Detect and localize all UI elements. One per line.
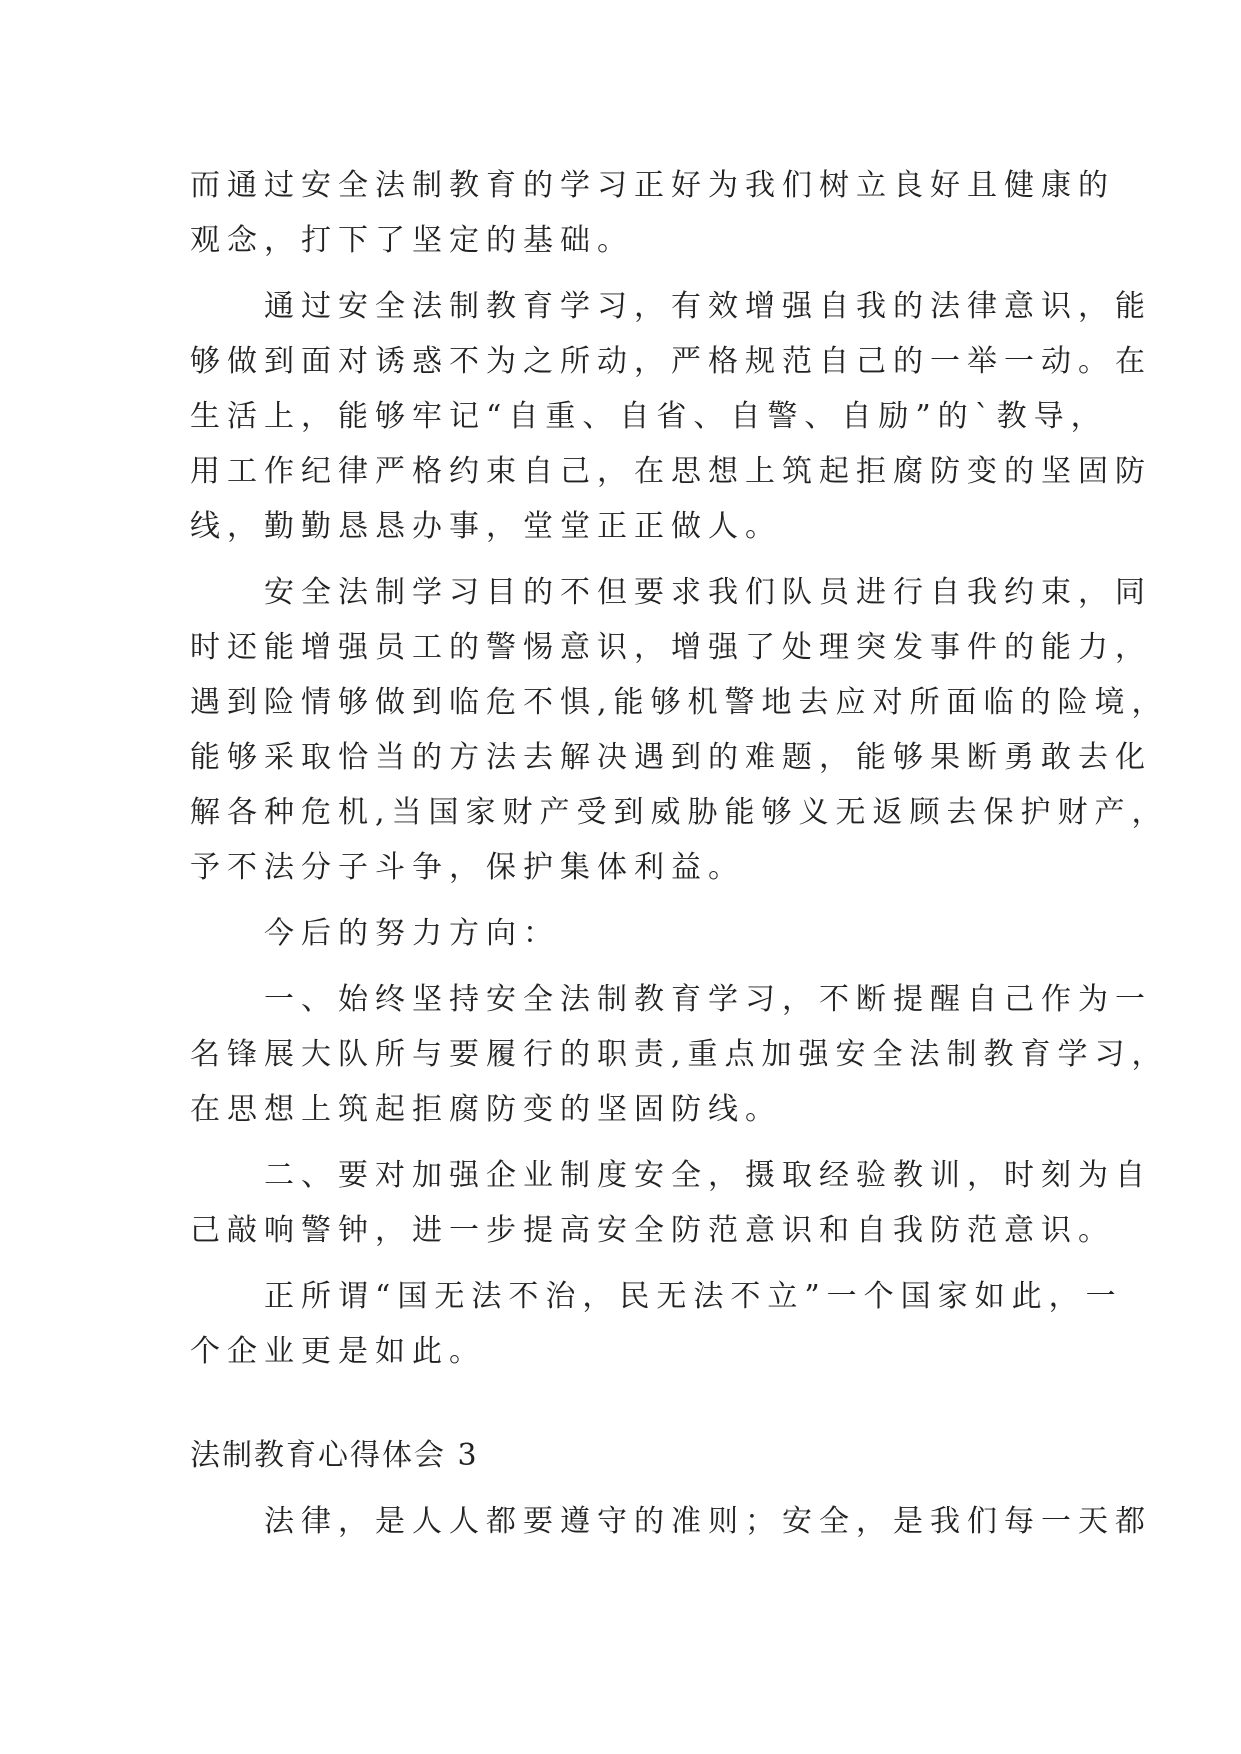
text-line: 今后的努力方向：	[190, 916, 560, 951]
text-line: 正所谓“国无法不治，民无法不立”一个国家如此，一	[190, 1279, 1123, 1314]
text-line: 线，勤勤恳恳办事，堂堂正正做人。	[190, 509, 782, 544]
text-line: 通过安全法制教育学习，有效增强自我的法律意识，能	[190, 289, 1152, 324]
text-line: 二、要对加强企业制度安全，摄取经验教训，时刻为自	[190, 1158, 1152, 1193]
text-line: 在思想上筑起拒腐防变的坚固防线。	[190, 1092, 782, 1127]
text-line: 观念，打下了坚定的基础。	[190, 223, 634, 258]
text-line: 一、始终坚持安全法制教育学习，不断提醒自己作为一	[190, 982, 1152, 1017]
text-line: 用工作纪律严格约束自己，在思想上筑起拒腐防变的坚固防	[190, 454, 1152, 489]
text-line: 名锋展大队所与要履行的职责,重点加强安全法制教育学习，	[190, 1037, 1169, 1072]
text-line: 解各种危机,当国家财产受到威胁能够义无返顾去保护财产，	[190, 795, 1169, 830]
text-line: 够做到面对诱惑不为之所动，严格规范自己的一举一动。在	[190, 344, 1152, 379]
text-line: 安全法制学习目的不但要求我们队员进行自我约束，同	[190, 575, 1152, 610]
text-line: 法律，是人人都要遵守的准则；安全，是我们每一天都	[190, 1504, 1152, 1539]
text-line: 时还能增强员工的警惕意识，增强了处理突发事件的能力，	[190, 630, 1152, 665]
text-line: 生活上，能够牢记“自重、自省、自警、自励”的`教导，	[190, 399, 1108, 434]
section-title: 法制教育心得体会 3	[190, 1438, 479, 1473]
text-line: 而通过安全法制教育的学习正好为我们树立良好且健康的	[190, 168, 1115, 203]
text-line: 遇到险情够做到临危不惧,能够机警地去应对所面临的险境，	[190, 685, 1169, 720]
text-line: 己敲响警钟，进一步提高安全防范意识和自我防范意识。	[190, 1213, 1115, 1248]
text-line: 个企业更是如此。	[190, 1334, 486, 1369]
text-line: 予不法分子斗争，保护集体利益。	[190, 850, 745, 885]
text-line: 能够采取恰当的方法去解决遇到的难题，能够果断勇敢去化	[190, 740, 1152, 775]
